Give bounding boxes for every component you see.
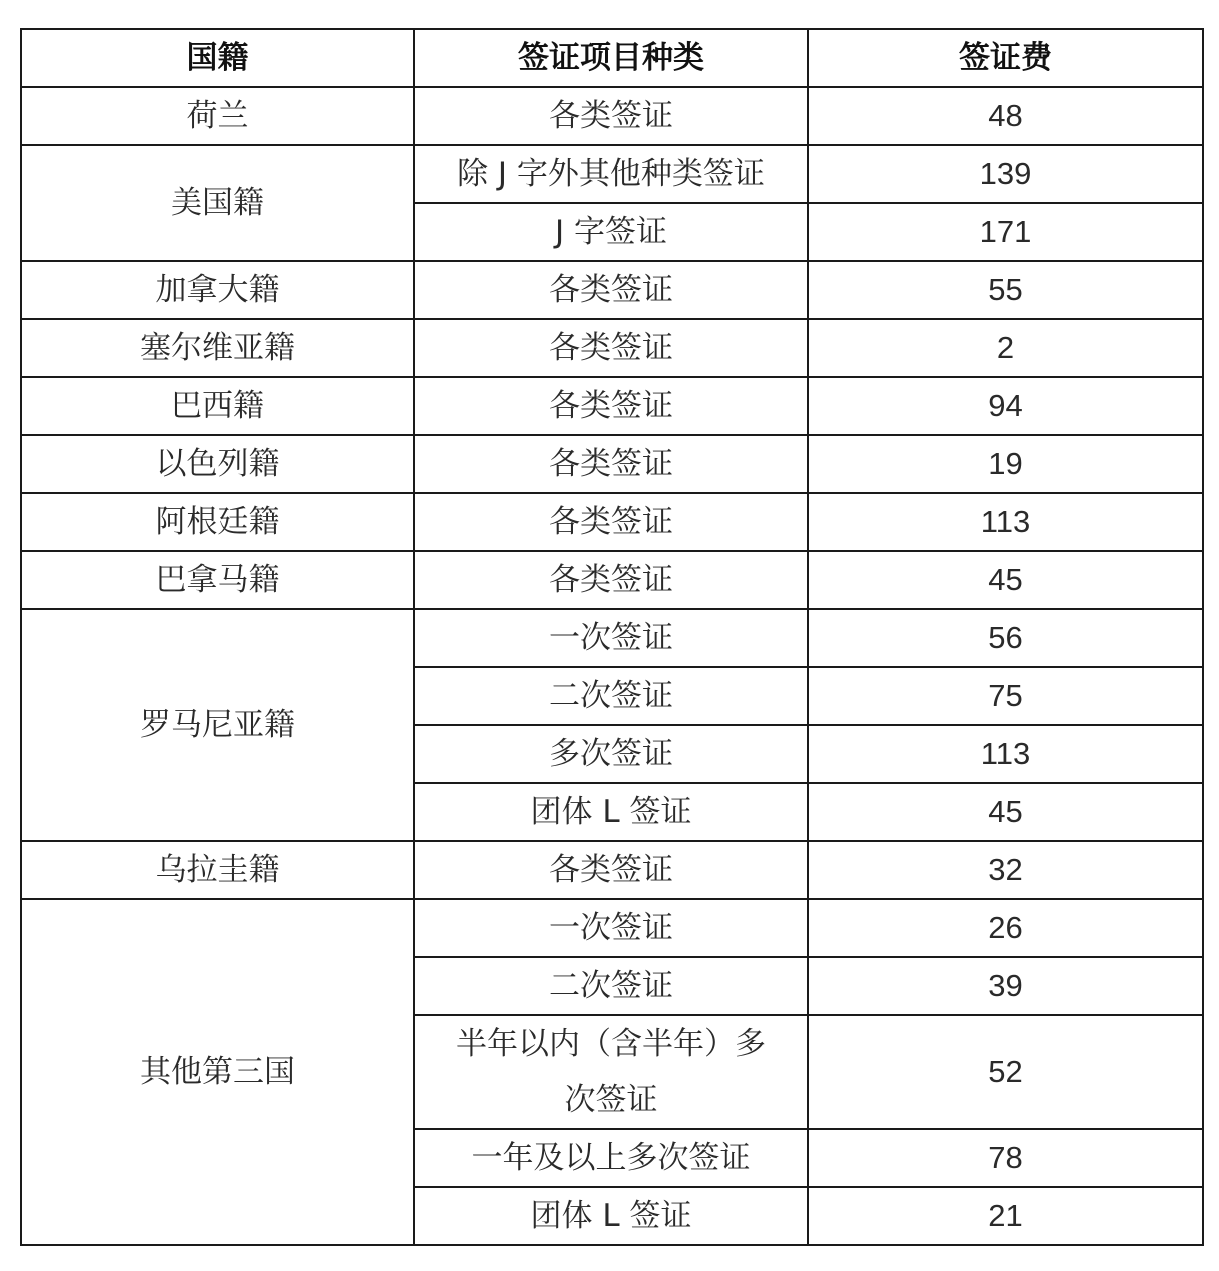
visa-type-cell: 除 J 字外其他种类签证 [414,145,808,203]
nationality-cell: 塞尔维亚籍 [21,319,414,377]
header-visa-type: 签证项目种类 [414,29,808,87]
visa-type-cell: 各类签证 [414,841,808,899]
header-nationality: 国籍 [21,29,414,87]
nationality-cell: 罗马尼亚籍 [21,609,414,841]
visa-type-cell: 二次签证 [414,667,808,725]
table-row [21,899,1203,957]
visa-fee-cell: 52 [808,1015,1203,1129]
visa-fee-cell: 45 [808,551,1203,609]
visa-fee-cell: 113 [808,493,1203,551]
header-row [21,29,1203,87]
visa-fee-cell: 26 [808,899,1203,957]
visa-type-cell: 各类签证 [414,377,808,435]
visa-fee-cell: 2 [808,319,1203,377]
table-body [21,87,1203,1245]
nationality-cell: 荷兰 [21,87,414,145]
visa-fee-cell: 55 [808,261,1203,319]
nationality-cell: 阿根廷籍 [21,493,414,551]
visa-fee-cell: 32 [808,841,1203,899]
visa-type-cell: 一次签证 [414,609,808,667]
table-header [21,29,1203,87]
visa-fee-table [20,28,1204,1246]
visa-fee-cell: 75 [808,667,1203,725]
table-row [21,319,1203,377]
table-row [21,551,1203,609]
nationality-cell: 以色列籍 [21,435,414,493]
visa-type-cell: 各类签证 [414,435,808,493]
visa-type-cell: 多次签证 [414,725,808,783]
visa-fee-cell: 78 [808,1129,1203,1187]
table-row [21,145,1203,203]
table-row [21,841,1203,899]
header-visa-fee: 签证费 [808,29,1203,87]
visa-type-cell: 团体 L 签证 [414,783,808,841]
visa-type-cell: 各类签证 [414,493,808,551]
nationality-cell: 乌拉圭籍 [21,841,414,899]
visa-type-cell: 半年以内（含半年）多次签证 [414,1015,808,1129]
nationality-cell: 其他第三国 [21,899,414,1245]
table-row [21,87,1203,145]
visa-type-cell: 各类签证 [414,551,808,609]
visa-type-cell: 一次签证 [414,899,808,957]
visa-fee-cell: 139 [808,145,1203,203]
visa-fee-cell: 21 [808,1187,1203,1245]
visa-type-cell: 各类签证 [414,319,808,377]
visa-type-cell: 二次签证 [414,957,808,1015]
table-row [21,377,1203,435]
visa-type-cell: 一年及以上多次签证 [414,1129,808,1187]
nationality-cell: 加拿大籍 [21,261,414,319]
nationality-cell: 美国籍 [21,145,414,261]
visa-fee-cell: 56 [808,609,1203,667]
visa-fee-cell: 94 [808,377,1203,435]
visa-fee-cell: 113 [808,725,1203,783]
visa-fee-cell: 171 [808,203,1203,261]
nationality-cell: 巴西籍 [21,377,414,435]
visa-fee-cell: 48 [808,87,1203,145]
nationality-cell: 巴拿马籍 [21,551,414,609]
table-row [21,609,1203,667]
table-row [21,261,1203,319]
visa-type-cell: J 字签证 [414,203,808,261]
table-row [21,493,1203,551]
visa-fee-cell: 19 [808,435,1203,493]
visa-fee-cell: 39 [808,957,1203,1015]
table-row [21,435,1203,493]
visa-type-cell: 各类签证 [414,261,808,319]
visa-fee-cell: 45 [808,783,1203,841]
visa-type-cell: 团体 L 签证 [414,1187,808,1245]
visa-type-cell: 各类签证 [414,87,808,145]
